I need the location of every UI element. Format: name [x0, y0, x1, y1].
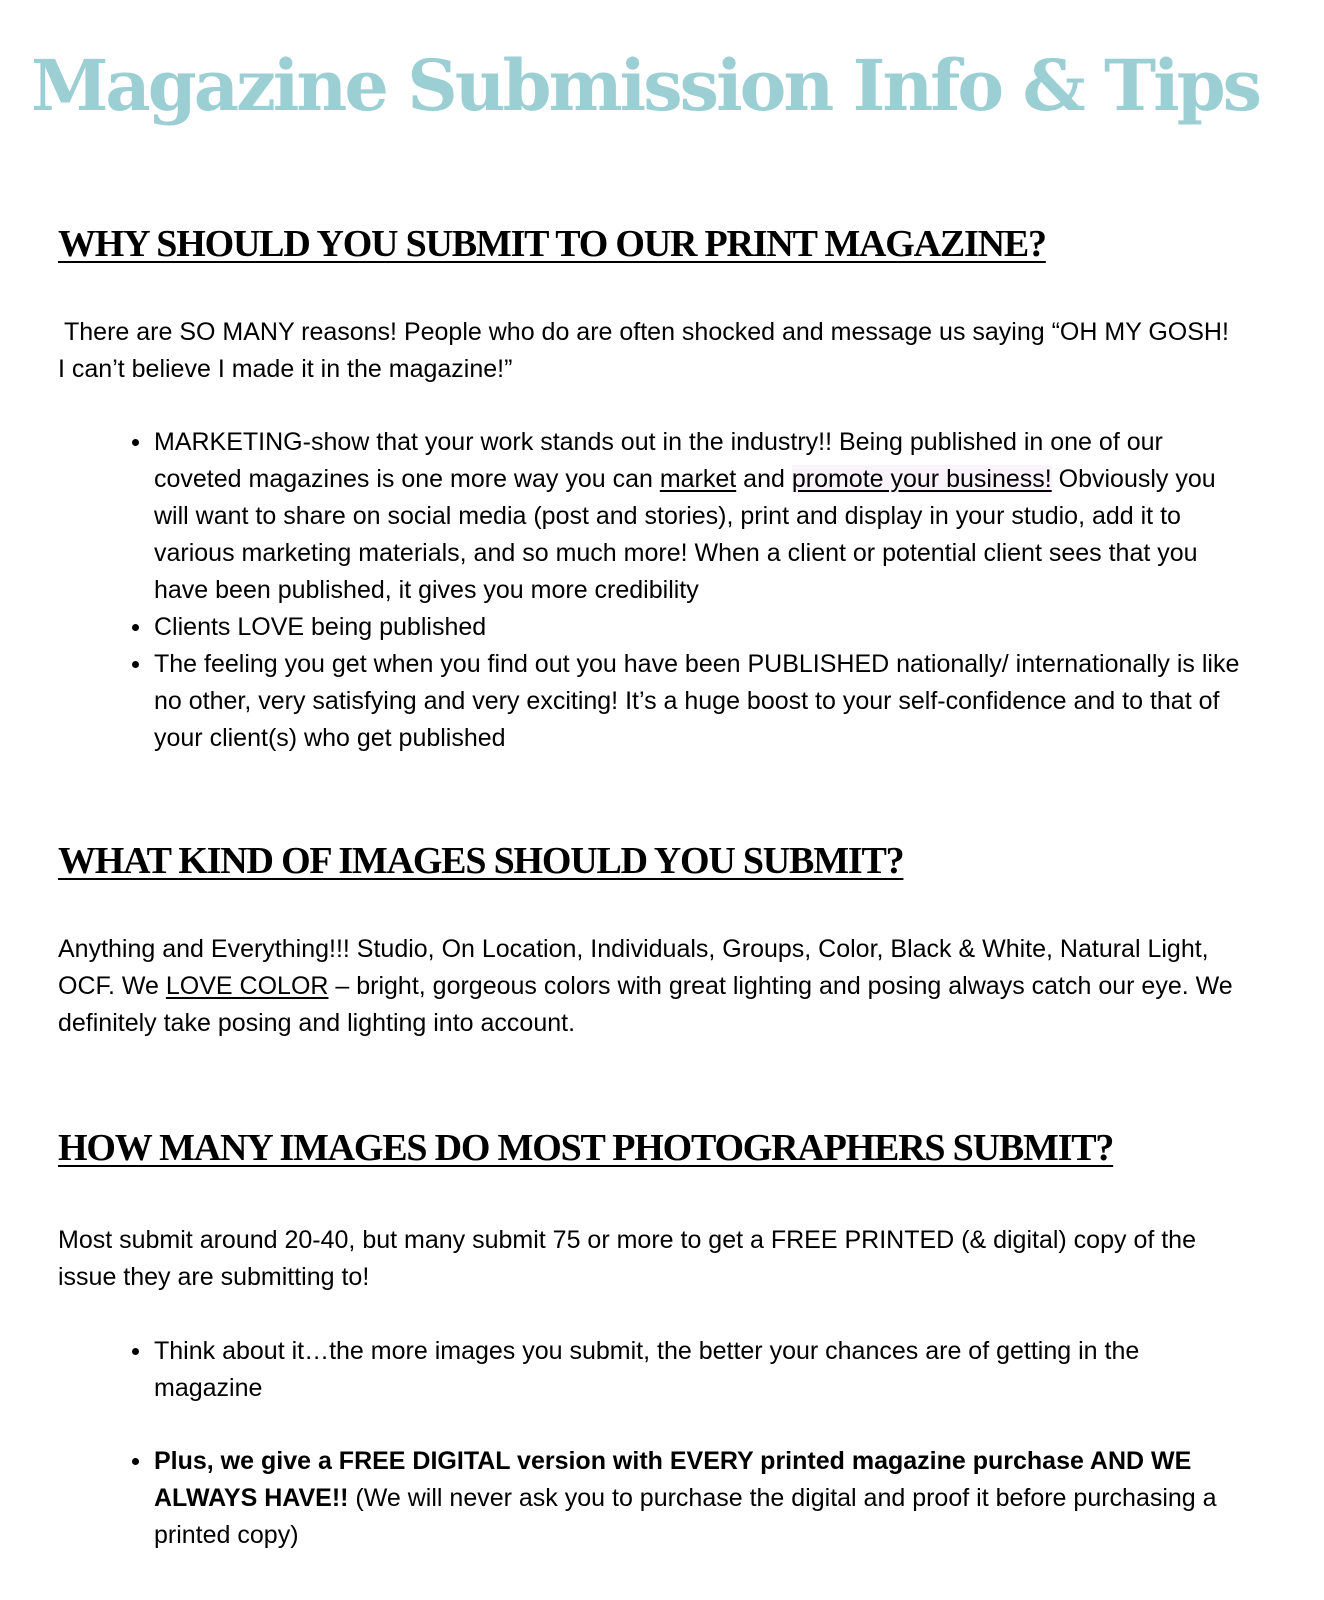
section-heading-how-many: HOW MANY IMAGES DO MOST PHOTOGRAPHERS SUBMIT?: [58, 1127, 1114, 1169]
list-item-free-digital: [154, 1443, 1254, 1554]
what-images-text: [58, 931, 1238, 1042]
list-item-marketing: [154, 424, 1254, 609]
marketing-text-post: Obviously you will want to share on social media (post and stories), print and display in your studio, add it to various marketing materials, and so much more! When a client or potential client sees that you have been published, it gives you more credibility: [154, 465, 1216, 604]
love-color-link[interactable]: LOVE COLOR: [165, 972, 329, 1000]
what-images-post: – bright, gorgeous colors with great lighting and posing always catch our eye. We definitely take posing and lighting into account.: [58, 972, 1233, 1037]
what-images-pre: Anything and Everything!!! Studio, On Location, Individuals, Groups, Color, Black & White, Natural Light, OCF. We: [58, 935, 1209, 1000]
list-item-clients-love: Clients LOVE being published: [154, 609, 1254, 646]
promote-business-link[interactable]: promote your business!: [791, 465, 1052, 493]
section-heading-why-submit: WHY SHOULD YOU SUBMIT TO OUR PRINT MAGAZINE?: [58, 223, 1046, 265]
why-submit-list: [154, 424, 1254, 757]
why-submit-intro: There are SO MANY reasons! People who do are often shocked and message us saying “OH MY GOSH! I can’t believe I made it in the magazine!”: [58, 318, 1229, 383]
free-digital-bold-text: Plus, we give a FREE DIGITAL version with EVERY printed magazine purchase AND WE ALWAYS HAVE!!: [154, 1447, 1192, 1512]
market-link[interactable]: market: [659, 465, 737, 493]
marketing-text-mid: and: [736, 465, 792, 493]
free-digital-rest-text: (We will never ask you to purchase the digital and proof it before purchasing a printed copy): [154, 1484, 1217, 1549]
list-item-feeling: The feeling you get when you find out you have been PUBLISHED nationally/ internationally is like no other, very satisfying and very exciting! It’s a huge boost to your self-confidence and to that of your client(s) who get published: [154, 646, 1254, 757]
how-many-intro: Most submit around 20-40, but many submit 75 or more to get a FREE PRINTED (& digital) copy of the issue they are submitting to!: [58, 1226, 1196, 1291]
list-item-think-about-it: Think about it…the more images you submit, the better your chances are of getting in the magazine: [154, 1333, 1254, 1407]
how-many-list: [154, 1333, 1254, 1554]
page-title: Magazine Submission Info & Tips: [30, 44, 1260, 127]
section-heading-what-images: WHAT KIND OF IMAGES SHOULD YOU SUBMIT?: [58, 840, 904, 882]
marketing-text-pre: MARKETING-show that your work stands out in the industry!! Being published in one of our coveted magazines is one more way you can: [154, 428, 1163, 493]
